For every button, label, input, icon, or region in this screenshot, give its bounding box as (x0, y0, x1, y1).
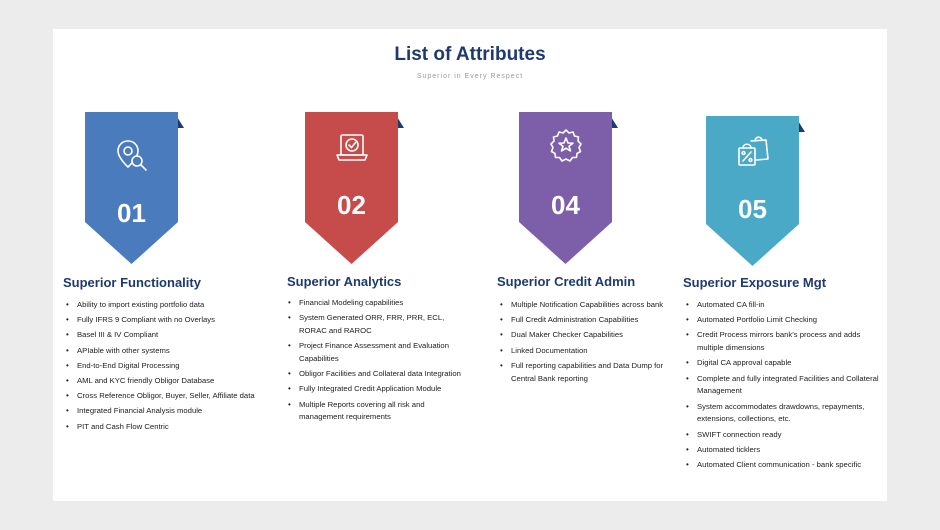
list-item: • APIable with other systems (65, 345, 275, 358)
list-item: • System accommodates drawdowns, repayments, extensions, collections, etc. (685, 401, 881, 427)
banner-number: 02 (337, 190, 366, 220)
slide (53, 29, 887, 501)
attribute-list (685, 299, 881, 474)
list-item: • Cross Reference Obligor, Buyer, Seller, Affiliate data (65, 390, 275, 403)
list-item: • Automated CA fill-in (685, 299, 881, 312)
shopping-bag-percent-icon (734, 132, 772, 170)
attribute-list (65, 299, 275, 436)
list-item: • Project Finance Assessment and Evaluation Capabilities (287, 340, 465, 366)
list-item: • AML and KYC friendly Obligor Database (65, 375, 275, 388)
list-item: • Multiple Notification Capabilities across bank (499, 299, 667, 312)
list-item: • Digital CA approval capable (685, 357, 881, 370)
list-item: • Complete and fully integrated Facilities and Collateral Management (685, 373, 881, 399)
list-item: • Automated ticklers (685, 444, 881, 457)
banner-4 (706, 116, 799, 266)
list-item: • Obligor Facilities and Collateral data Integration (287, 368, 465, 381)
list-item: • Linked Documentation (499, 345, 667, 358)
list-item: • SWIFT connection ready (685, 429, 881, 442)
laptop-check-icon (334, 130, 370, 166)
list-item: • End-to-End Digital Processing (65, 360, 275, 373)
list-item: • Financial Modeling capabilities (287, 297, 465, 310)
column-heading: Superior Credit Admin (497, 274, 636, 289)
banner-2 (305, 112, 398, 264)
list-item: • Multiple Reports covering all risk and management requirements (287, 399, 465, 425)
list-item: • Ability to import existing portfolio data (65, 299, 275, 312)
banner-number: 04 (551, 190, 580, 220)
list-item: • Dual Maker Checker Capabilities (499, 329, 667, 342)
banner-number: 05 (738, 194, 767, 224)
list-item: • Full reporting capabilities and Data Dump for Central Bank reporting (499, 360, 667, 386)
banner-1 (85, 112, 178, 264)
list-item: • Credit Process mirrors bank's process and adds multiple dimensions (685, 329, 881, 355)
list-item: • System Generated ORR, FRR, PRR, ECL, RORAC and RAROC (287, 312, 465, 338)
column-heading: Superior Exposure Mgt (683, 275, 827, 290)
attribute-list (287, 297, 465, 427)
list-item: • Basel III & IV Compliant (65, 329, 275, 342)
list-item: • Fully Integrated Credit Application Module (287, 383, 465, 396)
list-item: • Automated Portfolio Limit Checking (685, 314, 881, 327)
banner-shape (85, 112, 178, 264)
list-item: • Fully IFRS 9 Compliant with no Overlays (65, 314, 275, 327)
column-heading: Superior Analytics (287, 274, 402, 289)
list-item: • Integrated Financial Analysis module (65, 405, 275, 418)
star-badge-icon (548, 128, 584, 164)
list-item: • PIT and Cash Flow Centric (65, 421, 275, 434)
list-item: • Automated Client communication - bank specific (685, 459, 881, 472)
attribute-list (499, 299, 667, 388)
column-heading: Superior Functionality (63, 275, 201, 290)
slide-subtitle: Superior in Every Respect (416, 73, 524, 80)
banner-number: 01 (117, 198, 146, 228)
slide-title: List of Attributes (394, 44, 546, 65)
list-item: • Full Credit Administration Capabilities (499, 314, 667, 327)
location-search-icon (114, 137, 150, 173)
banner-3 (519, 112, 612, 264)
